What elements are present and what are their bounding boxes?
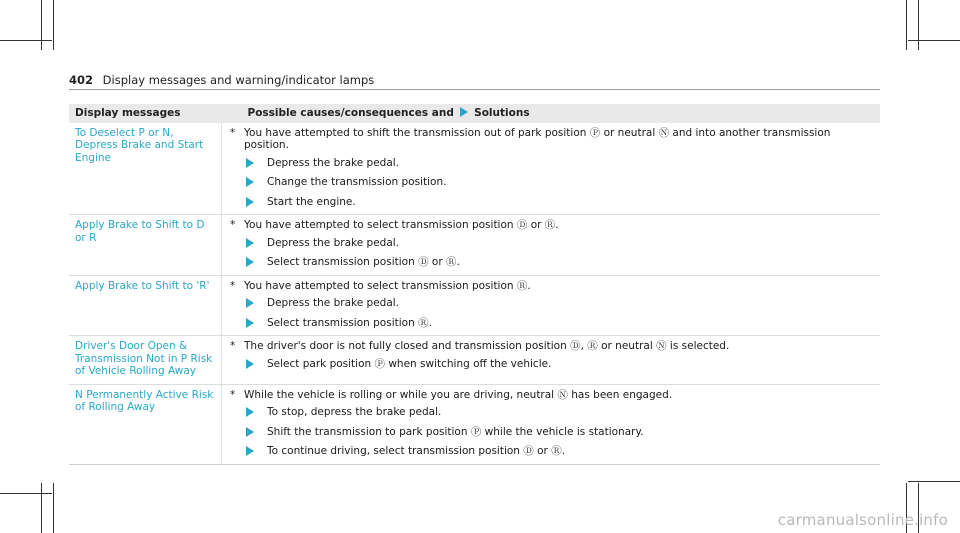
page-header-title: Display messages and warning/indicator lamps <box>102 73 375 87</box>
display-message: Apply Brake to Shift to 'R' <box>69 275 222 336</box>
solution-arrow-icon <box>460 107 468 117</box>
solution-steps <box>246 297 874 329</box>
solution-step-text: Change the transmission position. <box>267 176 447 188</box>
solution-steps <box>246 157 874 209</box>
solution-steps <box>246 237 874 269</box>
display-message: Driver's Door Open & Transmission Not in P Risk of Vehicle Rolling Away <box>69 336 222 385</box>
solution-step <box>246 176 874 189</box>
cause-cell <box>222 275 881 336</box>
crop-mark <box>41 0 42 50</box>
solution-steps <box>246 406 874 458</box>
page-header <box>69 73 374 87</box>
col-header-messages: Display messages <box>69 104 222 123</box>
crop-mark <box>918 0 919 50</box>
step-arrow-icon <box>246 318 254 328</box>
crop-mark <box>0 40 52 41</box>
crop-mark <box>908 481 960 482</box>
cause-line <box>232 219 874 232</box>
solution-step <box>246 196 874 209</box>
cause-line <box>232 340 874 353</box>
footnote-marker: * <box>230 279 236 292</box>
solution-step <box>246 358 874 371</box>
solution-step-text: Depress the brake pedal. <box>267 236 400 249</box>
table-row <box>69 336 880 385</box>
footnote-marker: * <box>230 388 236 401</box>
cause-line <box>232 389 874 402</box>
display-message: Apply Brake to Shift to D or R <box>69 215 222 276</box>
solution-step <box>246 157 874 170</box>
solution-step <box>246 317 874 330</box>
solution-step-text: Start the engine. <box>267 195 356 208</box>
watermark: carmanualsonline.info <box>777 511 948 529</box>
col-header-solutions-label: Solutions <box>474 107 530 119</box>
cause-text: The driver's door is not fully closed and transmission position Ⓓ, Ⓡ or neutral Ⓝ is selected. <box>244 340 730 352</box>
crop-mark <box>908 40 960 41</box>
cause-line <box>232 280 874 293</box>
solution-step-text: Select park position Ⓟ when switching off the vehicle. <box>267 357 552 370</box>
cause-cell <box>222 215 881 276</box>
table-row <box>69 123 880 215</box>
solution-step <box>246 426 874 439</box>
header-divider <box>69 89 880 90</box>
table-header-row <box>69 104 880 123</box>
step-arrow-icon <box>246 257 254 267</box>
cause-text: You have attempted to select transmission position Ⓡ. <box>244 279 531 292</box>
solution-step <box>246 445 874 458</box>
step-arrow-icon <box>246 446 254 456</box>
cause-cell <box>222 123 881 215</box>
step-arrow-icon <box>246 407 254 417</box>
solution-step-text: To continue driving, select transmission position Ⓓ or Ⓡ. <box>267 445 566 457</box>
cause-text: You have attempted to shift the transmission out of park position Ⓟ or neutral Ⓝ and into another transmission position. <box>244 126 831 151</box>
crop-mark <box>906 0 907 50</box>
display-message: N Permanently Active Risk of Rolling Away <box>69 384 222 464</box>
table-row <box>69 384 880 464</box>
solution-step <box>246 256 874 269</box>
solution-step-text: Depress the brake pedal. <box>267 156 400 169</box>
table-row <box>69 215 880 276</box>
cause-text: While the vehicle is rolling or while you are driving, neutral Ⓝ has been engaged. <box>244 388 673 401</box>
solution-step-text: Select transmission position Ⓓ or Ⓡ. <box>267 256 460 268</box>
solution-steps <box>246 358 874 371</box>
col-header-causes-label: Possible causes/consequences and <box>247 107 454 119</box>
step-arrow-icon <box>246 427 254 437</box>
crop-mark <box>53 483 54 533</box>
solution-step <box>246 406 874 419</box>
cause-cell <box>222 384 881 464</box>
footnote-marker: * <box>230 340 236 352</box>
crop-mark <box>0 493 52 494</box>
cause-cell <box>222 336 881 385</box>
step-arrow-icon <box>246 238 254 248</box>
display-message: To Deselect P or N, Depress Brake and Start Engine <box>69 123 222 215</box>
solution-step <box>246 297 874 310</box>
step-arrow-icon <box>246 197 254 207</box>
footnote-marker: * <box>230 126 236 139</box>
step-arrow-icon <box>246 359 254 369</box>
solution-step <box>246 237 874 250</box>
footnote-marker: * <box>230 219 236 231</box>
crop-mark <box>41 483 42 533</box>
step-arrow-icon <box>246 158 254 168</box>
step-arrow-icon <box>246 177 254 187</box>
col-header-causes <box>222 104 881 123</box>
crop-mark <box>53 0 54 50</box>
cause-text: You have attempted to select transmission position Ⓓ or Ⓡ. <box>244 219 559 231</box>
solution-step-text: Shift the transmission to park position Ⓟ while the vehicle is stationary. <box>267 425 644 438</box>
solution-step-text: Select transmission position Ⓡ. <box>267 316 432 329</box>
table-row <box>69 275 880 336</box>
step-arrow-icon <box>246 298 254 308</box>
page-number: 402 <box>69 73 94 87</box>
display-messages-table <box>69 104 880 465</box>
solution-step-text: Depress the brake pedal. <box>267 297 400 309</box>
cause-line <box>232 127 874 152</box>
solution-step-text: To stop, depress the brake pedal. <box>267 406 442 418</box>
